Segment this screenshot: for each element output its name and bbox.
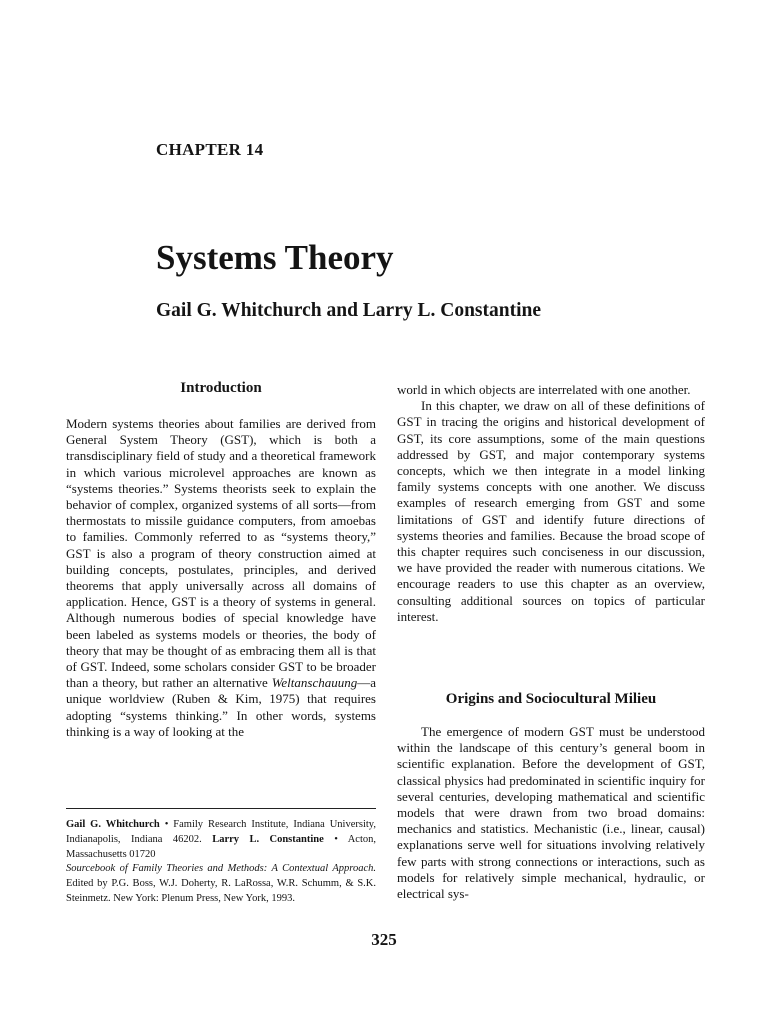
intro-text-part-1: Modern systems theories about families are derived from General System Theory (GST), which is both a transdisciplinary field of study and a theoretical framework in which various microlevel approaches are known as “systems theories.” Systems theorists seek to explain the behavior of complex, organized systems of all sorts—from thermostats to missile guidance computers, from amoebas to families. Commonly referred to as “systems theory,” GST is also a program of theory construction aimed at building concepts, postulates, principles, and derived theorems that apply universally across all domains of application. Hence, GST is a theory of systems in general. Although numerous bodies of special knowledge have been labeled as systems models or theories, the body of theory that may be thought of as embracing them all is that of GST. Indeed, some scholars consider GST to be broader than a theory, but rather an alternative [66,416,376,691]
introduction-paragraph [66,416,376,740]
chapter-label: CHAPTER 14 [156,140,264,159]
right-column-lower [397,724,705,902]
source-details: Edited by P.G. Boss, W.J. Doherty, R. LaRossa, W.R. Schumm, & S.K. Steinmetz. New York: Plenum Press, New York, 1993. [66,878,376,904]
introduction-heading: Introduction [180,380,262,396]
left-column [66,416,376,740]
page-title: Systems Theory [156,238,394,277]
source-citation [66,862,376,906]
authors-line: Gail G. Whitchurch and Larry L. Constantine [156,300,542,321]
right-column [397,382,705,625]
footnote-divider [66,808,376,809]
author1-affiliation: • Family Research Institute, Indiana University, Indianapolis, Indiana 46202. [66,819,376,845]
chapter-overview-paragraph: In this chapter, we draw on all of these definitions of GST in tracing the origins and historical development of GST, its core assumptions, some of the main questions addressed by GST, and major contemporary systems concepts, which we then integrate in a model linking family systems concepts with one another. We discuss examples of research emerging from GST and some limitations of GST and identify future directions of systems theories and families. Because the broad scope of this chapter requires such conciseness in our discussion, we have provided the reader with numerous citations. We encourage readers to use this chapter as an overview, consulting additional sources on topics of particular interest. [397,398,705,624]
author1-name: Gail G. Whitchurch [66,819,160,830]
footnote [66,818,376,907]
origins-paragraph: The emergence of modern GST must be understood within the landscape of this century’s general boom in scientific explanation. Before the development of GST, classical physics had predominated in scientific inquiry for several centuries, developing mathematical and scientific models that were drawn from two broad domains: mechanics and statistics. Mechanistic (i.e., linear, causal) explanations serve well for situations involving relatively few parts with strong connections or interactions, such as models for relatively simple mechanical, hydraulic, or electrical sys- [397,724,705,902]
intro-text-part-2: —a unique worldview (Ruben & Kim, 1975) that requires adopting “systems thinking.” In other words, systems thinking is a way of looking at the [66,675,376,739]
continuation-paragraph: world in which objects are interrelated with one another. [397,382,691,397]
author2-affiliation: • Acton, Massachusetts 01720 [66,833,377,860]
origins-heading: Origins and Sociocultural Milieu [445,691,657,707]
page-number: 325 [371,930,397,949]
intro-italic-term: Weltanschauung [271,675,358,691]
author-affiliations [66,818,376,862]
author2-name: Larry L. Constantine [212,833,324,845]
source-title: Sourcebook of Family Theories and Methods: A Contextual Approach. [66,863,376,875]
